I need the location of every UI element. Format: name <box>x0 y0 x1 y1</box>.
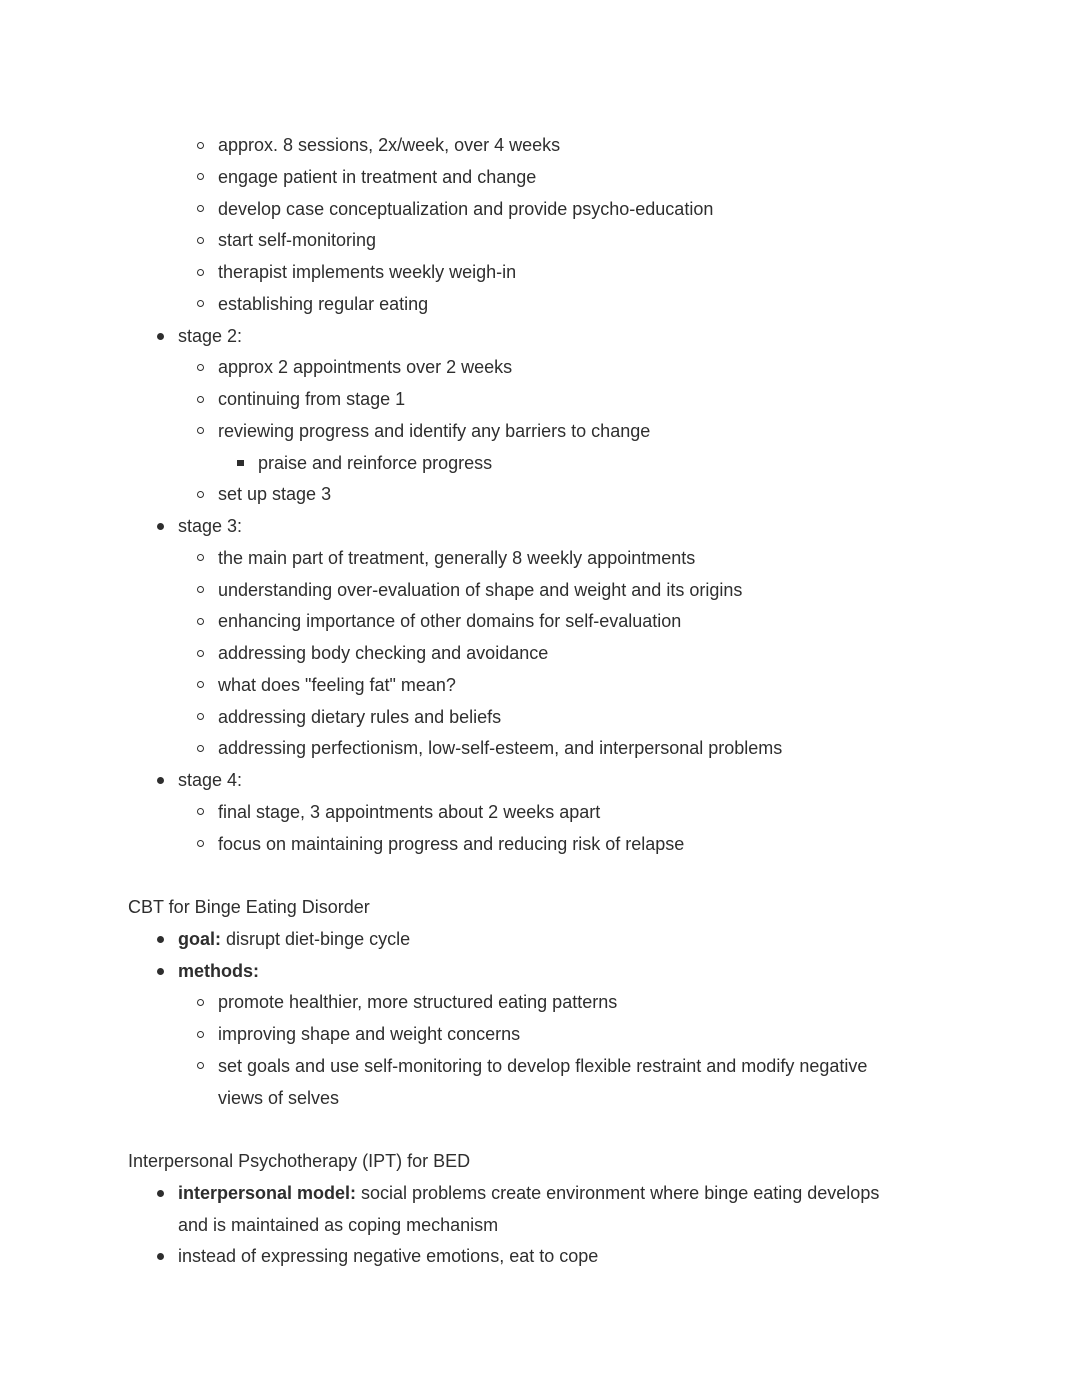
circle-bullet-icon <box>194 670 218 702</box>
list-item <box>128 956 893 988</box>
heading-text: CBT for Binge Eating Disorder <box>128 897 370 917</box>
list-item <box>128 575 893 607</box>
list-item-text: reviewing progress and identify any barriers to change <box>218 420 651 441</box>
disc-bullet-icon <box>154 511 178 543</box>
circle-bullet-icon <box>194 1019 218 1051</box>
circle-bullet-icon <box>194 829 218 861</box>
list-item-text: approx 2 appointments over 2 weeks <box>218 357 513 378</box>
circle-bullet-icon <box>194 225 218 257</box>
list-item-text: final stage, 3 appointments about 2 weeks apart <box>218 801 601 822</box>
list-item <box>128 797 893 829</box>
list-item-text: approx. 8 sessions, 2x/week, over 4 weeks <box>218 135 561 155</box>
list-item-text: start self-monitoring <box>218 230 377 251</box>
list-item <box>128 289 893 321</box>
list-item-text: promote healthier, more structured eating patterns <box>218 992 618 1013</box>
section-heading <box>128 1146 893 1178</box>
list-item <box>128 606 893 638</box>
list-item <box>128 1051 893 1115</box>
list-item <box>128 416 893 448</box>
disc-bullet-icon <box>154 1178 178 1210</box>
list-item-text: addressing dietary rules and beliefs <box>218 706 502 727</box>
list-item <box>128 765 893 797</box>
list-item <box>128 479 893 511</box>
circle-bullet-icon <box>194 194 218 226</box>
list-item <box>128 257 893 289</box>
heading-text: Interpersonal Psychotherapy (IPT) for BED <box>128 1151 471 1171</box>
list-item-text: establishing regular eating <box>218 293 429 314</box>
list-item-text: interpersonal model: social problems create environment where binge eating develops and is maintained as coping mechanism <box>178 1182 880 1235</box>
circle-bullet-icon <box>194 130 218 162</box>
list-item-text: praise and reinforce progress <box>258 452 493 473</box>
list-item <box>128 130 893 162</box>
list-item-text: set goals and use self-monitoring to develop flexible restraint and modify negative views of selves <box>218 1055 868 1108</box>
list-item <box>128 194 893 226</box>
list-item-text: what does "feeling fat" mean? <box>218 674 456 695</box>
list-item <box>128 829 893 861</box>
disc-bullet-icon <box>154 924 178 956</box>
disc-bullet-icon <box>154 765 178 797</box>
list-item-text: stage 4: <box>178 770 243 790</box>
list-item <box>128 225 893 257</box>
list-item-text: therapist implements weekly weigh-in <box>218 262 517 282</box>
list-item <box>128 702 893 734</box>
list-item-text: set up stage 3 <box>218 484 332 505</box>
list-item-text: develop case conceptualization and provide psycho-education <box>218 198 714 219</box>
blank-line <box>128 1114 893 1146</box>
list-item-text: goal: disrupt diet-binge cycle <box>178 928 411 949</box>
list-item <box>128 638 893 670</box>
list-item-text: engage patient in treatment and change <box>218 166 537 187</box>
list-item-text: addressing body checking and avoidance <box>218 643 549 663</box>
list-item <box>128 511 893 543</box>
list-item <box>128 733 893 765</box>
list-item <box>128 384 893 416</box>
list-item <box>128 987 893 1019</box>
circle-bullet-icon <box>194 416 218 448</box>
list-item-text: continuing from stage 1 <box>218 389 406 409</box>
disc-bullet-icon <box>154 321 178 353</box>
circle-bullet-icon <box>194 606 218 638</box>
list-item <box>128 162 893 194</box>
list-item <box>128 924 893 956</box>
list-item <box>128 1178 893 1242</box>
circle-bullet-icon <box>194 638 218 670</box>
circle-bullet-icon <box>194 352 218 384</box>
list-item-text: the main part of treatment, generally 8 weekly appointments <box>218 547 696 568</box>
list-item <box>128 352 893 384</box>
list-item <box>128 670 893 702</box>
circle-bullet-icon <box>194 289 218 321</box>
list-item <box>128 543 893 575</box>
blank-line <box>128 860 893 892</box>
list-item-text: enhancing importance of other domains for self-evaluation <box>218 611 682 632</box>
list-item <box>128 1019 893 1051</box>
list-item-text: stage 3: <box>178 516 243 536</box>
circle-bullet-icon <box>194 1051 218 1083</box>
list-item-text: understanding over-evaluation of shape and weight and its origins <box>218 579 743 600</box>
circle-bullet-icon <box>194 733 218 765</box>
list-item-text: instead of expressing negative emotions, eat to cope <box>178 1246 599 1267</box>
circle-bullet-icon <box>194 797 218 829</box>
circle-bullet-icon <box>194 479 218 511</box>
circle-bullet-icon <box>194 162 218 194</box>
circle-bullet-icon <box>194 702 218 734</box>
list-item-text: methods: <box>178 960 259 981</box>
list-item <box>128 448 893 480</box>
circle-bullet-icon <box>194 543 218 575</box>
list-item-text: stage 2: <box>178 325 243 346</box>
circle-bullet-icon <box>194 575 218 607</box>
list-item-text: focus on maintaining progress and reducing risk of relapse <box>218 833 685 854</box>
square-bullet-icon <box>234 448 258 480</box>
list-item <box>128 1241 893 1273</box>
disc-bullet-icon <box>154 956 178 988</box>
list-item <box>128 321 893 353</box>
disc-bullet-icon <box>154 1241 178 1273</box>
circle-bullet-icon <box>194 257 218 289</box>
circle-bullet-icon <box>194 384 218 416</box>
circle-bullet-icon <box>194 987 218 1019</box>
list-item-text: addressing perfectionism, low-self-esteem, and interpersonal problems <box>218 738 783 759</box>
section-heading <box>128 892 893 924</box>
list-item-text: improving shape and weight concerns <box>218 1024 521 1044</box>
